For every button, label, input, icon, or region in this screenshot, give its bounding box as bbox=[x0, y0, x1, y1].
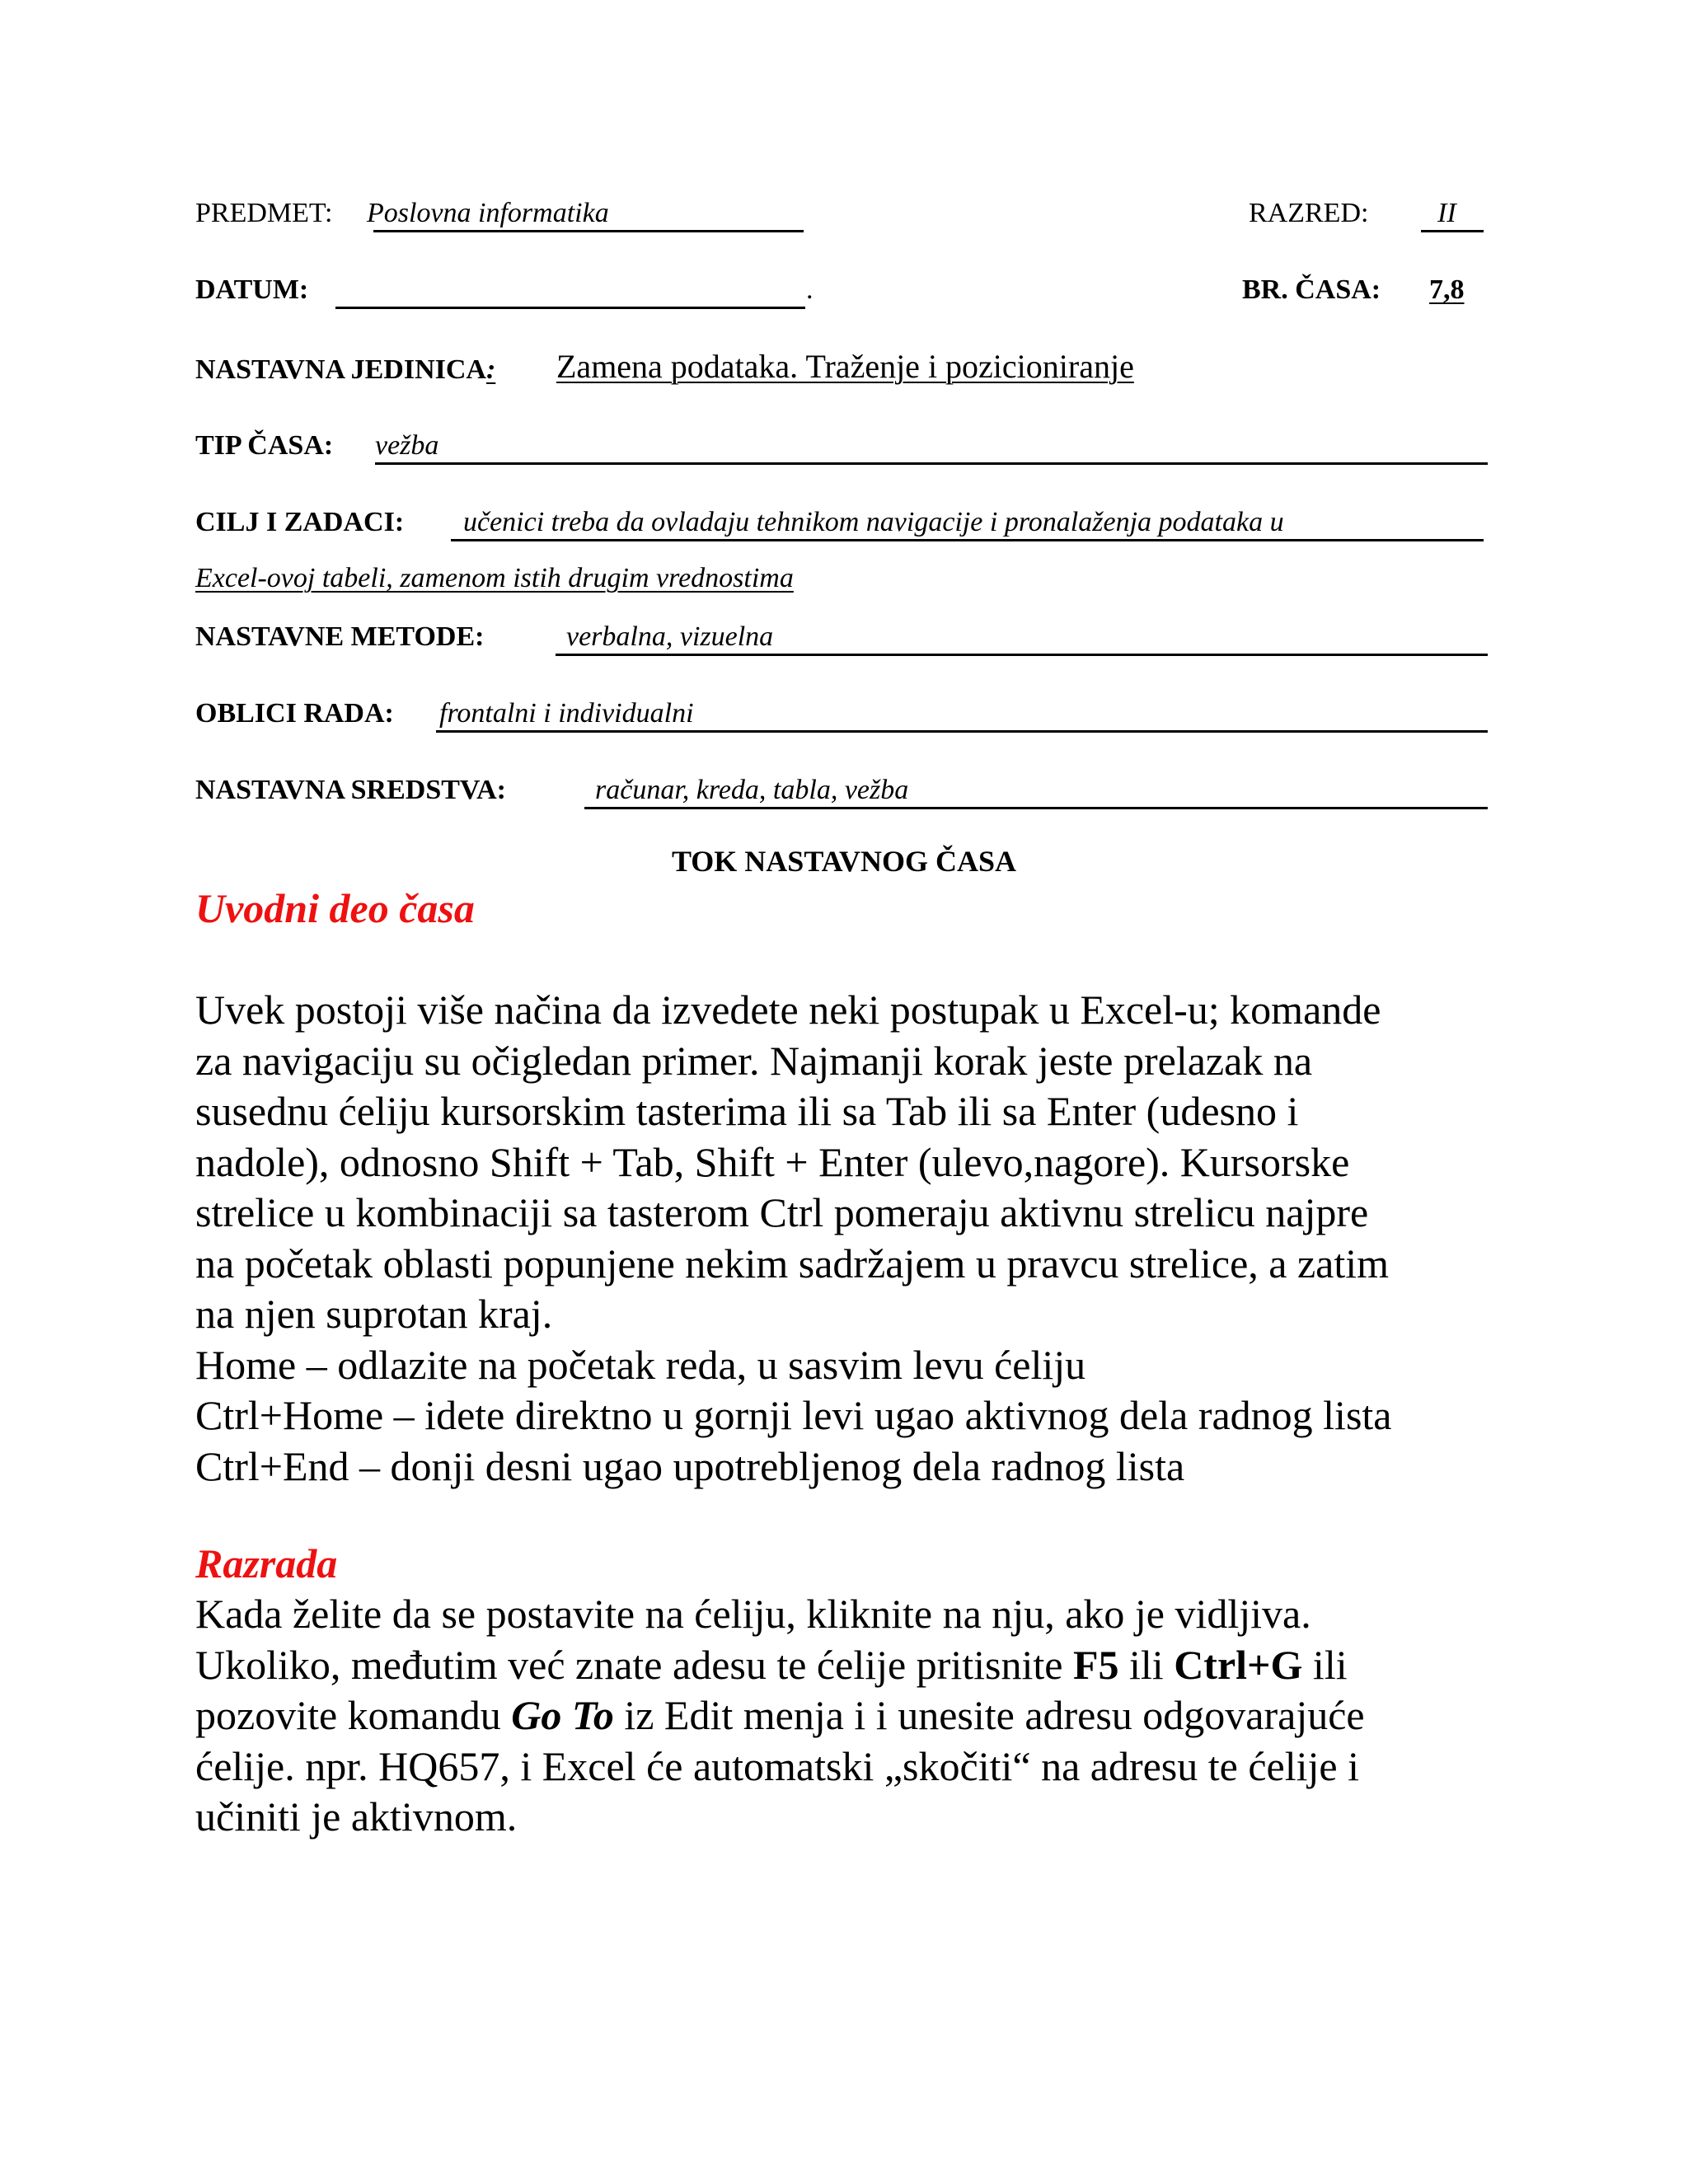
tip-casa-underline bbox=[375, 462, 1488, 465]
razrada-line: Kada želite da se postavite na ćeliju, kliknite na nju, ako je vidljiva. bbox=[195, 1591, 1311, 1637]
cilj-row bbox=[195, 499, 1488, 548]
razrada-paragraph bbox=[195, 1589, 1514, 1843]
sredstva-label: NASTAVNA SREDSTVA: bbox=[195, 775, 506, 805]
jedinica-label-text: NASTAVNA JEDINICA bbox=[195, 354, 486, 385]
datum-underline bbox=[335, 307, 805, 309]
metode-label: NASTAVNE METODE: bbox=[195, 621, 485, 652]
uvodni-line: na početak oblasti popunjene nekim sadržajem u pravcu strelice, a zatim bbox=[195, 1240, 1390, 1286]
sredstva-underline bbox=[584, 807, 1488, 809]
uvodni-line: na njen suprotan kraj. bbox=[195, 1291, 553, 1337]
razrada-heading: Razrada bbox=[195, 1540, 338, 1586]
uvodni-line: Ctrl+End – donji desni ugao upotrebljenog dela radnog lista bbox=[195, 1442, 1185, 1489]
tip-casa-row bbox=[195, 422, 1488, 471]
uvodni-paragraph bbox=[195, 985, 1514, 1492]
br-casa-label: BR. ČASA: bbox=[1242, 274, 1381, 305]
cilj-value-line1: učenici treba da ovladaju tehnikom navigacije i pronalaženja podataka u bbox=[463, 507, 1284, 537]
razrada-line bbox=[195, 1690, 1514, 1741]
razrada-text: pozovite komandu bbox=[195, 1692, 512, 1738]
oblici-underline bbox=[436, 730, 1488, 733]
jedinica-value: Zamena podataka. Traženje i pozicioniranje bbox=[556, 348, 1134, 385]
ctrl-g-shortcut: Ctrl+G bbox=[1174, 1641, 1303, 1688]
jedinica-label bbox=[195, 354, 495, 386]
razred-value: II bbox=[1437, 198, 1456, 228]
tok-title: TOK NASTAVNOG ČASA bbox=[671, 845, 1017, 878]
jedinica-colon: : bbox=[485, 354, 496, 385]
oblici-value: frontalni i individualni bbox=[439, 698, 694, 729]
metode-value: verbalna, vizuelna bbox=[566, 621, 774, 652]
razrada-line bbox=[195, 1640, 1514, 1691]
uvodni-heading: Uvodni deo časa bbox=[195, 885, 475, 931]
razred-underline bbox=[1421, 230, 1484, 232]
datum-row bbox=[195, 266, 1488, 316]
razred-label: RAZRED: bbox=[1249, 198, 1369, 228]
cilj-row-2 bbox=[195, 555, 1488, 604]
razrada-text: Ukoliko, međutim već znate adesu te ćelije pritisnite bbox=[195, 1641, 1073, 1688]
uvodni-line: Uvek postoji više načina da izvedete neki postupak u Excel-u; komande bbox=[195, 987, 1381, 1033]
datum-label: DATUM: bbox=[195, 274, 309, 305]
sredstva-value: računar, kreda, tabla, vežba bbox=[595, 775, 909, 805]
tip-casa-label: TIP ČASA: bbox=[195, 430, 334, 461]
metode-underline bbox=[556, 654, 1488, 656]
oblici-row bbox=[195, 690, 1488, 739]
razrada-line: učiniti je aktivnom. bbox=[195, 1793, 518, 1840]
razrada-text: ili bbox=[1118, 1641, 1175, 1688]
razrada-line: ćelije. npr. HQ657, i Excel će automatski „skočiti“ na adresu te ćelije i bbox=[195, 1742, 1359, 1789]
oblici-label: OBLICI RADA: bbox=[195, 698, 394, 729]
predmet-value: Poslovna informatika bbox=[367, 198, 609, 228]
f5-shortcut: F5 bbox=[1072, 1641, 1119, 1688]
cilj-underline bbox=[451, 539, 1484, 541]
cilj-value-line2: Excel-ovoj tabeli, zamenom istih drugim vrednostima bbox=[195, 563, 794, 593]
jedinica-row bbox=[195, 344, 1488, 394]
uvodni-line: za navigaciju su očigledan primer. Najmanji korak jeste prelazak na bbox=[195, 1037, 1313, 1084]
metode-row bbox=[195, 613, 1488, 663]
datum-dot: . bbox=[806, 274, 814, 305]
predmet-underline bbox=[373, 230, 804, 232]
razrada-text: ili bbox=[1302, 1641, 1348, 1688]
predmet-label: PREDMET: bbox=[195, 198, 333, 228]
uvodni-line: Home – odlazite na početak reda, u sasvim levu ćeliju bbox=[195, 1341, 1086, 1388]
tip-casa-value: vežba bbox=[375, 430, 439, 461]
br-casa-value: 7,8 bbox=[1429, 274, 1465, 305]
sredstva-row bbox=[195, 766, 1488, 816]
uvodni-line: nadole), odnosno Shift + Tab, Shift + Enter (ulevo,nagore). Kursorske bbox=[195, 1138, 1350, 1185]
uvodni-line: susednu ćeliju kursorskim tasterima ili sa Tab ili sa Enter (udesno i bbox=[195, 1088, 1299, 1134]
cilj-label: CILJ I ZADACI: bbox=[195, 507, 405, 537]
go-to-command: Go To bbox=[511, 1692, 614, 1738]
uvodni-line: Ctrl+Home – idete direktno u gornji levi ugao aktivnog dela radnog lista bbox=[195, 1392, 1392, 1438]
razrada-text: iz Edit menja i i unesite adresu odgovarajuće bbox=[613, 1692, 1365, 1738]
predmet-row bbox=[195, 190, 1488, 239]
uvodni-line: strelice u kombinaciji sa tasterom Ctrl pomeraju aktivnu strelicu najpre bbox=[195, 1189, 1369, 1235]
